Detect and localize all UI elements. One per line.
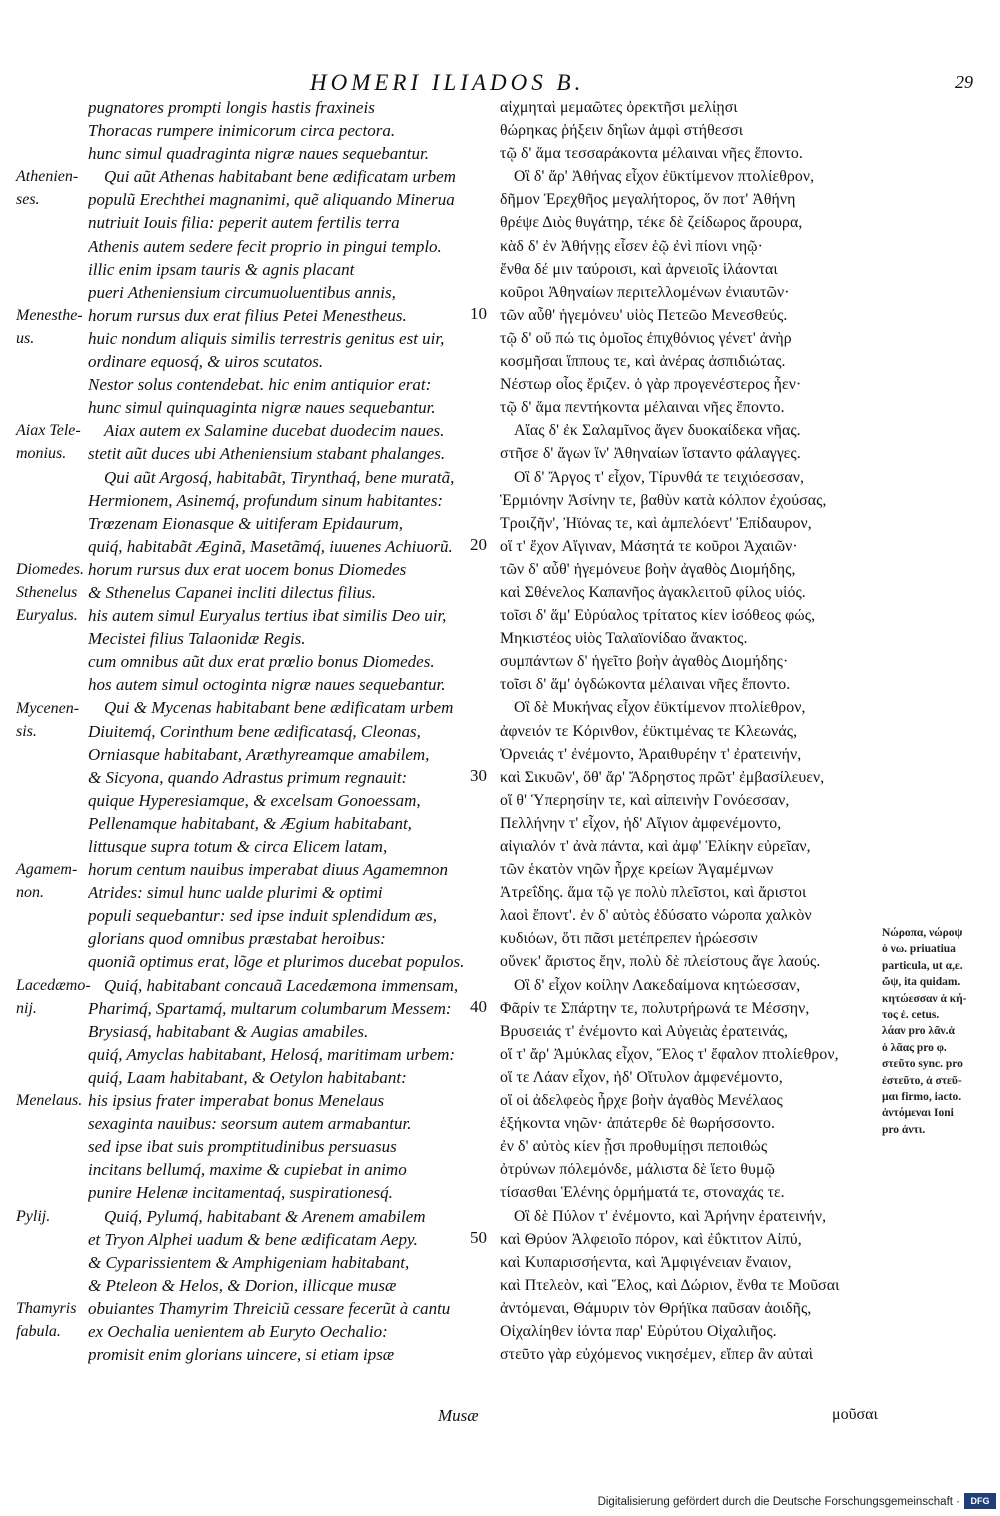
greek-line: Ὀρνειάς τ' ἐνέμοντο, Ἀραιθυρέην τ' ἐρατεινήν,: [500, 745, 802, 763]
latin-line: ordinare equosq́, & uiros scutatos.: [88, 352, 324, 372]
margin-note-line: monius.: [16, 445, 67, 463]
gloss-line: pro ἀντι.: [882, 1123, 926, 1136]
page-title: HOMERI ILIADOS B.: [310, 70, 585, 95]
gloss-line: ὤψ, ita quidam.: [882, 976, 961, 989]
margin-note-line: Athenien-: [16, 168, 79, 186]
latin-line: his ipsius frater imperabat bonus Menelaus: [88, 1091, 385, 1111]
dfg-logo: DFG: [964, 1493, 996, 1509]
greek-line: αἰγιαλόν τ' ἀνὰ πάντα, καὶ ἀμφ' Ἑλίκην εὐρεῖαν,: [500, 838, 811, 855]
greek-line: καὶ Κυπαρισσήεντα, καὶ Ἀμφιγένειαν ἔναιον,: [500, 1253, 792, 1271]
greek-line: αἰχμηταὶ μεμαῶτες ὀρεκτῆσι μελίῃσι: [500, 99, 738, 116]
latin-line: littusque supra totum & circa Elicem latam,: [88, 837, 388, 856]
latin-line: Trœzenam Eionasque & uitiferam Epidaurum,: [88, 513, 403, 533]
margin-note: [16, 858, 88, 904]
latin-line: et Tryon Alphei uadum & bene ædificatam Aepy.: [88, 1229, 418, 1249]
gloss-line: ἀντόμεναι Ioni: [882, 1107, 954, 1120]
greek-line: λαοὶ ἕποντ'. ἐν δ' αὐτὸς ἐδύσατο νώροπα χαλκὸν: [500, 907, 812, 925]
latin-line: Thoracas rumpere inimicorum circa pectora.: [88, 121, 396, 141]
margin-note-line: us.: [16, 329, 35, 347]
greek-line: θώρηκας ῥήξειν δηΐων ἀμφὶ στήθεσσι: [500, 122, 744, 140]
greek-line: θρέψε Διὸς θυγάτηρ, τέκε δὲ ζείδωρος ἄρουρα,: [500, 214, 803, 232]
latin-line: & Sthenelus Capanei incliti dilectus filius.: [88, 582, 377, 602]
latin-line: Qui & Mycenas habitabant bene ædificatam urbem: [104, 698, 454, 718]
margin-note-line: non.: [16, 884, 44, 902]
latin-line: pueri Atheniensium circumuoluentibus annis,: [88, 282, 396, 302]
latin-line: quiq́, Amyclas habitabant, Helosq́, maritimam urbem:: [88, 1044, 456, 1064]
latin-line: promisit enim glorians uincere, si etiam ipsæ: [88, 1345, 395, 1365]
line-number: 30: [470, 765, 487, 785]
greek-line: Μηκιστέος υἱὸς Ταλαϊονίδαο ἄνακτος.: [500, 630, 748, 648]
latin-line: illic enim ipsam tauris & agnis placant: [88, 259, 355, 279]
margin-note-line: nij.: [16, 999, 37, 1017]
latin-line: Atrides: simul hunc ualde plurimi & optimi: [88, 883, 383, 903]
latin-line: Mecistei filius Talaonidæ Regis.: [88, 629, 306, 649]
latin-line: incitans bellumq́, maxime & cupiebat in animo: [88, 1160, 407, 1180]
latin-line: quoniã optimus erat, lõge et plurimos ducebat populos.: [88, 952, 465, 972]
gloss-line: κητώεσσαν ἀ κή-: [882, 992, 967, 1005]
latin-line: quiq́, habitabãt Æginã, Masetãmq́, iuuenes Achiuorũ.: [88, 536, 453, 556]
greek-line: ἔνθα δέ μιν ταύροισι, καὶ ἀρνειοῖς ἱλάονται: [500, 260, 778, 278]
latin-line: sed ipse ibat suis promptitudinibus persuasus: [88, 1137, 397, 1157]
margin-note-line: Menesthe-: [16, 306, 83, 324]
latin-line: obuiantes Thamyrim Threiciũ cessare fecerũt à cantu: [88, 1298, 451, 1318]
gloss-line: μαι firmo, iacto.: [882, 1091, 962, 1104]
greek-line: τῶν δ' αὖθ' ἡγεμόνευε βοὴν ἀγαθὸς Διομήδης,: [500, 560, 796, 578]
greek-line: καὶ Θρύον Ἀλφειοῖο πόρον, καὶ ἐΰκτιτον Αἰπύ,: [500, 1230, 802, 1248]
gloss-line: τος ἐ. cetus.: [882, 1009, 940, 1022]
margin-note-line: Agamem-: [16, 861, 78, 879]
margin-note: [16, 419, 88, 465]
greek-line: Νέστωρ οἶος ἔριζεν. ὁ γὰρ προγενέστερος ἦεν·: [500, 376, 802, 394]
latin-line: Hermionem, Asinemq́, profundum sinum habitantes:: [88, 490, 444, 510]
greek-line: τῷ δ' ἅμα τεσσαράκοντα μέλαιναι νῆες ἕποντο.: [500, 145, 803, 163]
greek-line: ἐν δ' αὐτὸς κίεν ᾗσι προθυμίῃσι πεποιθώς: [500, 1138, 768, 1156]
greek-line: ἀντόμεναι, Θάμυριν τὸν Θρήϊκα παῦσαν ἀοιδῆς,: [500, 1299, 812, 1317]
latin-line: cum omnibus aũt dux erat prœlio bonus Diomedes.: [88, 652, 435, 672]
greek-line: τῶν αὖθ' ἡγεμόνευ' υἱὸς Πετεῶο Μενεσθεύς.: [500, 306, 788, 324]
greek-line: καὶ Σικυῶν', ὅθ' ἄρ' Ἄδρηστος πρῶτ' ἐμβασίλευεν,: [500, 768, 825, 786]
latin-line: horum rursus dux erat filius Petei Menestheus.: [88, 305, 407, 325]
greek-text-column: [500, 96, 878, 1366]
margin-note-line: Aiax Tele-: [16, 422, 81, 440]
greek-line: καὶ Σθένελος Καπανῆος ἀγακλειτοῦ φίλος υἱός.: [500, 583, 806, 601]
footer-credit: Digitalisierung gefördert durch die Deutsche Forschungsgemeinschaft ·: [597, 1496, 960, 1508]
margin-note: [16, 974, 91, 1020]
latin-line: glorians quod omnibus præstabat heroibus:: [88, 929, 386, 949]
margin-note: [16, 1205, 88, 1228]
greek-line: ἑξήκοντα νηῶν· ἀπάτερθε δὲ θωρήσσοντο.: [500, 1115, 776, 1133]
greek-line: κυδιόων, ὅτι πᾶσι μετέπρεπεν ἡρώεσσιν: [500, 930, 758, 948]
latin-line: & Pteleon & Helos, & Dorion, illicque musæ: [88, 1275, 397, 1295]
latin-line: Pharimq́, Spartamq́, multarum columbarum Messem:: [88, 998, 452, 1018]
greek-line: Οἳ δὲ Πύλον τ' ἐνέμοντο, καὶ Ἀρήνην ἐρατεινήν,: [514, 1207, 827, 1225]
greek-line: Οἳ δ' ἄρ' Ἀθήνας εἶχον ἐϋκτίμενον πτολίεθρον,: [514, 168, 815, 186]
latin-line: Aiax autem ex Salamine ducebat duodecim naues.: [104, 421, 445, 441]
line-number: 40: [470, 996, 487, 1016]
gloss-line: στεῦτο sync. pro: [882, 1058, 963, 1071]
greek-line: Φᾶρίν τε Σπάρτην τε, πολυτρήρωνά τε Μέσσην,: [500, 999, 810, 1017]
margin-note-line: ses.: [16, 191, 40, 209]
latin-text-column: [88, 96, 488, 1366]
margin-note-line: Thamyris: [16, 1300, 77, 1318]
margin-note-line: Diomedes.: [16, 561, 84, 578]
greek-line: οἵ τ' ἄρ' Ἀμύκλας εἶχον, Ἕλος τ' ἔφαλον πτολίεθρον,: [500, 1045, 839, 1063]
greek-line: τῷ δ' ἅμα πεντήκοντα μέλαιναι νῆες ἕποντο.: [500, 399, 785, 417]
line-number: 10: [470, 303, 487, 323]
greek-line: Οἳ δ' Ἄργος τ' εἶχον, Τίρυνθά τε τειχιόεσσαν,: [514, 468, 805, 486]
greek-line: τῷ δ' οὔ πώ τις ὁμοῖος ἐπιχθόνιος γένετ' ἀνὴρ: [500, 329, 792, 347]
margin-note-line: sis.: [16, 722, 37, 740]
greek-line: τῶν ἑκατὸν νηῶν ἦρχε κρείων Ἀγαμέμνων: [500, 861, 774, 879]
greek-line: Αἴας δ' ἐκ Σαλαμῖνος ἄγεν δυοκαίδεκα νῆας.: [514, 422, 801, 440]
greek-line: κὰδ δ' ἐν Ἀθήνῃς εἷσεν ἑῷ ἐνὶ πίονι νηῷ·: [500, 237, 764, 255]
latin-line: sexaginta nauibus: seorsum autem armabantur.: [88, 1114, 412, 1134]
latin-line: & Sicyona, quando Adrastus primum regnauit:: [88, 767, 408, 787]
margin-note-line: Pylij.: [16, 1207, 51, 1225]
right-margin-gloss: [882, 925, 990, 1138]
margin-note-line: Menelaus.: [16, 1092, 83, 1110]
margin-note-line: Mycenen-: [16, 699, 80, 717]
latin-line: Qui aũt Argosq́, habitabãt, Tirynthaq́, bene muratã,: [104, 467, 455, 487]
greek-line: τοῖσι δ' ἅμ' ὀγδώκοντα μέλαιναι νῆες ἕποντο.: [500, 676, 791, 694]
greek-line: Πελλήνην τ' εἶχον, ἠδ' Αἴγιον ἀμφενέμοντο,: [500, 814, 782, 832]
latin-line: nutriuit Iouis filia: peperit autem fertilis terra: [88, 213, 400, 233]
greek-line: Οἳ δ' εἶχον κοίλην Λακεδαίμονα κητώεσσαν,: [514, 976, 801, 994]
latin-line: horum centum nauibus imperabat diuus Agamemnon: [88, 860, 448, 880]
margin-note: [16, 558, 88, 627]
greek-line: στῆσε δ' ἄγων ἵν' Ἀθηναίων ἵσταντο φάλαγγες.: [500, 445, 801, 463]
greek-line: τοῖσι δ' ἅμ' Εὐρύαλος τρίτατος κίεν ἰσόθεος φώς,: [500, 607, 816, 625]
latin-line: populi sequebantur: sed ipse induit splendidum æs,: [88, 906, 437, 926]
latin-line: Brysiasq́, habitabant & Augias amabiles.: [88, 1021, 369, 1041]
greek-line: Τροιζῆν', Ἠϊόνας τε, καὶ ἀμπελόεντ' Ἐπίδαυρον,: [500, 514, 812, 532]
greek-line: ἀφνειόν τε Κόρινθον, ἐϋκτιμένας τε Κλεωνάς,: [500, 722, 798, 740]
latin-line: populũ Erechthei magnanimi, quẽ aliquando Minerua: [88, 190, 455, 210]
latin-line: Athenis autem sedere fecit proprio in pingui templo.: [88, 236, 442, 256]
greek-line: κοῦροι Ἀθηναίων περιτελλομένων ἐνιαυτῶν·: [500, 283, 790, 301]
page-number: 29: [955, 72, 973, 92]
margin-note-line: Euryalus.: [16, 607, 78, 624]
latin-line: pugnatores prompti longis hastis fraxineis: [88, 98, 375, 117]
greek-line: τίσασθαι Ἑλένης ὁρμήματά τε, στοναχάς τε.: [500, 1184, 785, 1202]
greek-line: Ἑρμιόνην Ἀσίνην τε, βαθὺν κατὰ κόλπον ἐχούσας,: [500, 491, 827, 509]
latin-line: horum rursus dux erat uocem bonus Diomedes: [88, 559, 407, 579]
greek-line: καὶ Πτελεὸν, καὶ Ἕλος, καὶ Δώριον, ἔνθα τε Μοῦσαι: [500, 1276, 840, 1294]
latin-line: quiq́, Laam habitabant, & Oetylon habitabant:: [88, 1067, 407, 1087]
catchword-latin: Musæ: [438, 1406, 479, 1425]
latin-line: ex Oechalia uenientem ab Euryto Oechalio:: [88, 1321, 388, 1341]
greek-line: οἵ οἱ ἀδελφεὸς ἦρχε βοὴν ἀγαθὸς Μενέλαος: [500, 1092, 783, 1110]
margin-note: [16, 165, 88, 211]
latin-line: Qui aũt Athenas habitabant bene ædificatam urbem: [104, 167, 456, 187]
latin-line: Quiq́, habitabant concauã Lacedæmona immensam,: [104, 975, 459, 995]
margin-note: [16, 304, 88, 350]
greek-line: οἵ τ' ἔχον Αἴγιναν, Μάσητά τε κοῦροι Ἀχαιῶν·: [500, 537, 798, 555]
margin-note-line: fabula.: [16, 1323, 61, 1341]
greek-line: στεῦτο γὰρ εὐχόμενος νικησέμεν, εἴπερ ἂν αὐταὶ: [500, 1346, 814, 1364]
margin-note-line: Sthenelus: [16, 584, 78, 601]
greek-line: Βρυσειάς τ' ἐνέμοντο καὶ Αὐγειὰς ἐρατεινάς,: [500, 1022, 789, 1040]
latin-line: & Cyparissientem & Amphigeniam habitabant,: [88, 1252, 410, 1272]
latin-line: stetit aũt duces ubi Atheniensium stabant phalanges.: [88, 444, 446, 464]
greek-line: Οἰχαλίηθεν ἰόντα παρ' Εὐρύτου Οἰχαλιῆος.: [500, 1322, 777, 1340]
latin-line: hos autem simul octoginta nigræ naues sequebantur.: [88, 675, 446, 695]
greek-line: ὀτρύνων πόλεμόνδε, μάλιστα δὲ ἵετο θυμῷ: [500, 1161, 776, 1179]
gloss-line: ὁ λᾶας pro φ.: [882, 1041, 947, 1054]
latin-line: punire Helenæ incitamentaq́, suspirationesq́.: [88, 1183, 393, 1203]
gloss-line: Νώροπα, νώροψ: [882, 927, 963, 939]
latin-line: quique Hyperesiamque, & excelsam Gonoessam,: [88, 790, 421, 810]
gloss-line: λάαν pro λᾶν.ἀ: [882, 1025, 955, 1038]
latin-line: his autem simul Euryalus tertius ibat similis Deo uir,: [88, 606, 447, 626]
margin-note: [16, 1297, 88, 1343]
greek-line: Ἀτρεΐδης. ἅμα τῷ γε πολὺ πλεῖστοι, καὶ ἄριστοι: [500, 884, 807, 902]
latin-line: Diuitemq́, Corinthum bene ædificatasq́, Cleonas,: [88, 721, 421, 741]
greek-line: κοσμῆσαι ἵππους τε, καὶ ἀνέρας ἀσπιδιώτας.: [500, 353, 786, 371]
gloss-line: ὁ νω. priuatiua: [882, 943, 956, 956]
greek-line: οὕνεκ' ἄριστος ἔην, πολὺ δὲ πλείστους ἄγε λαούς.: [500, 953, 821, 971]
latin-line: Orniasque habitabant, Aræthyreamque amabilem,: [88, 744, 430, 764]
gloss-line: particula, ut α,ε.: [882, 959, 963, 972]
latin-line: Pellenamque habitabant, & Ægium habitabant,: [88, 813, 412, 833]
margin-note-line: Lacedæmo-: [16, 976, 91, 994]
latin-line: Quiq́, Pylumq́, habitabant & Arenem amabilem: [104, 1206, 426, 1226]
latin-line: Nestor solus contendebat. hic enim antiquior erat:: [88, 375, 432, 395]
greek-line: δῆμον Ἐρεχθῆος μεγαλήτορος, ὅν ποτ' Ἀθήνη: [500, 191, 796, 209]
line-number: 20: [470, 534, 487, 554]
greek-line: Οἳ δὲ Μυκήνας εἶχον ἐϋκτίμενον πτολίεθρον,: [514, 699, 806, 717]
latin-line: hunc simul quadraginta nigræ naues sequebantur.: [88, 144, 429, 164]
greek-line: συμπάντων δ' ἡγεῖτο βοὴν ἀγαθὸς Διομήδης·: [500, 653, 789, 671]
digitization-footer: [0, 1490, 1000, 1516]
greek-line: οἵ τε Λάαν εἶχον, ἠδ' Οἴτυλον ἀμφενέμοντο,: [500, 1068, 783, 1086]
line-number: 50: [470, 1227, 487, 1247]
latin-line: huic nondum aliquis similis terrestris genitus est uir,: [88, 328, 445, 348]
greek-line: οἵ θ' Ὑπερησίην τε, καὶ αἰπεινὴν Γονόεσσαν,: [500, 791, 790, 809]
latin-line: hunc simul quinquaginta nigræ naues sequebantur.: [88, 398, 436, 418]
margin-note: [16, 1089, 88, 1112]
gloss-line: ἐστεῦτο, ἀ στεῦ-: [882, 1074, 962, 1087]
catchword-greek: μοῦσαι: [832, 1406, 878, 1423]
margin-note: [16, 697, 88, 743]
